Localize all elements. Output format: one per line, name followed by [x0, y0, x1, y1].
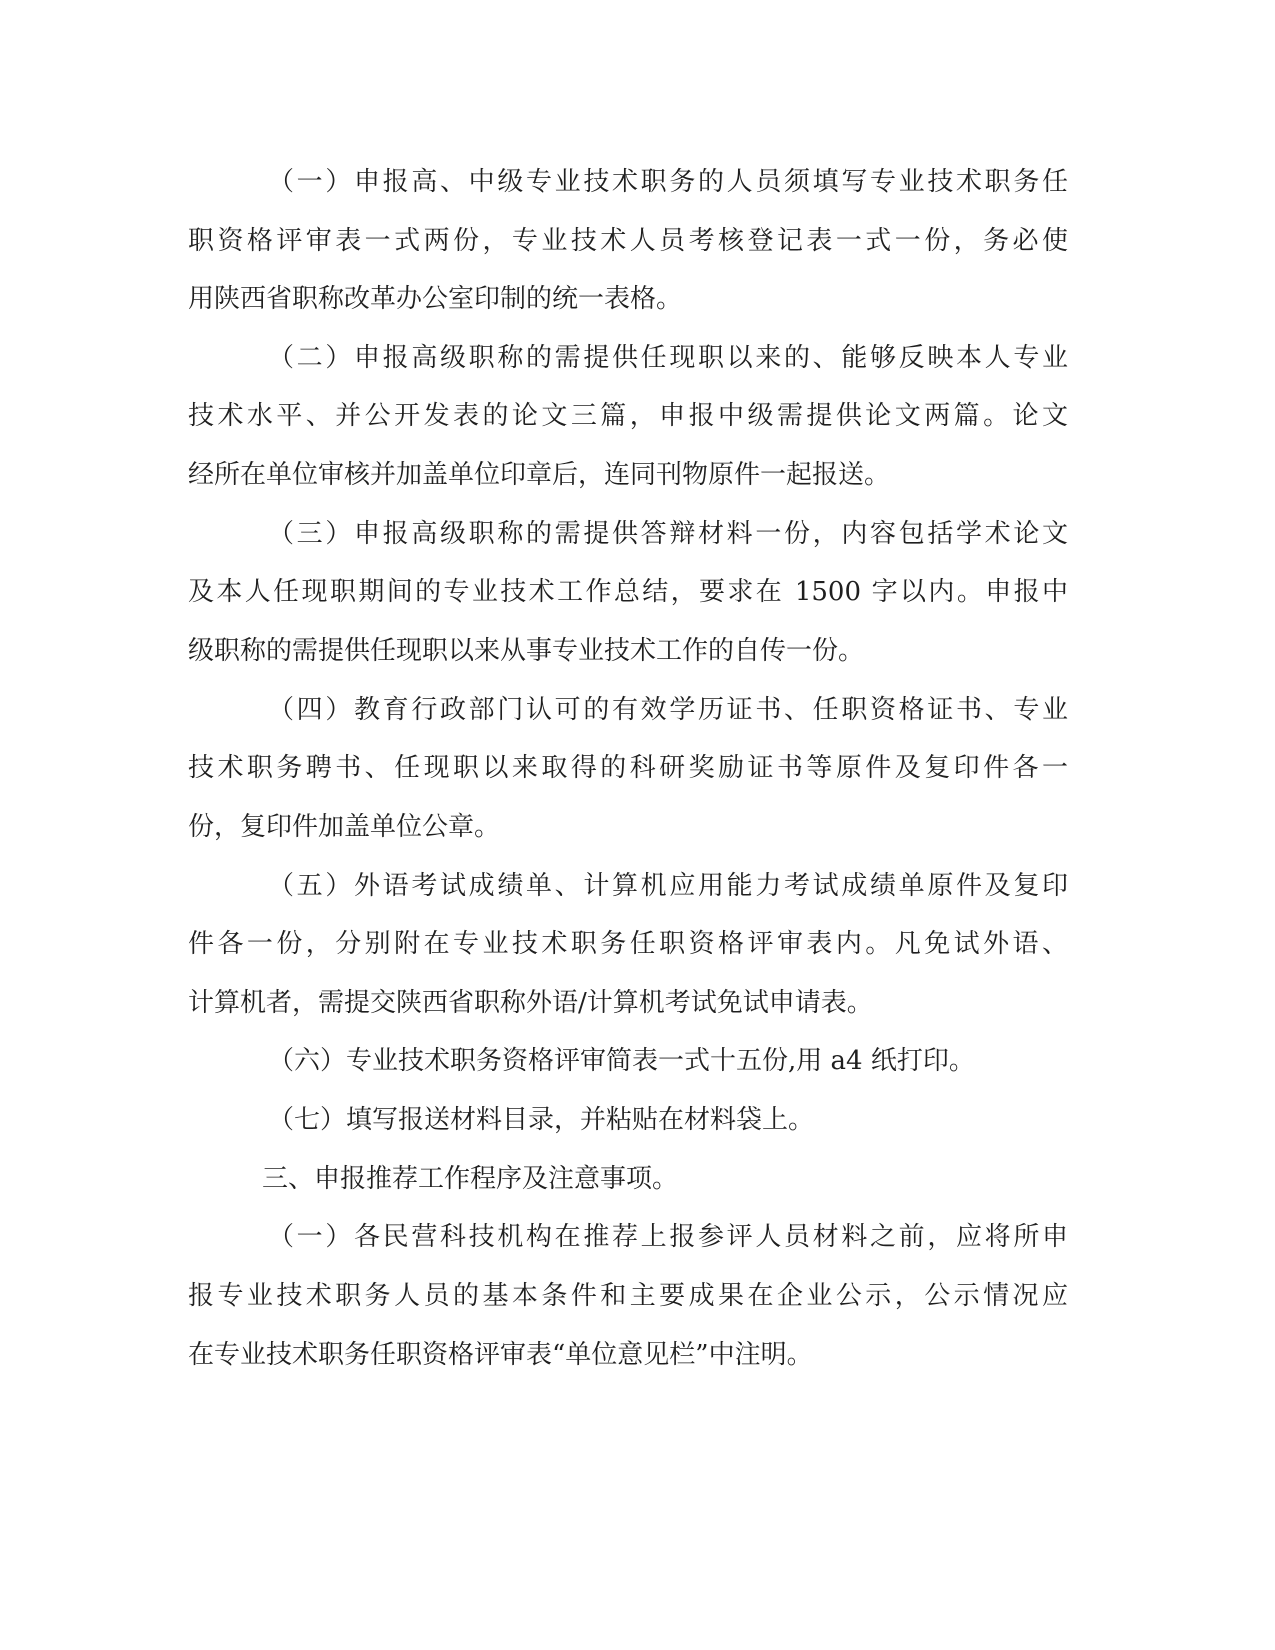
- paragraph-5-line-1: （五）外语考试成绩单、计算机应用能力考试成绩单原件及复印: [268, 871, 1068, 901]
- paragraph-8-line-3: 在专业技术职务任职资格评审表“单位意见栏”中注明。: [188, 1340, 813, 1370]
- paragraph-2-line-3: 经所在单位审核并加盖单位印章后，连同刊物原件一起报送。: [188, 460, 891, 490]
- paragraph-2-line-2: 技术水平、并公开发表的论文三篇，申报中级需提供论文两篇。论文: [188, 401, 1068, 431]
- paragraph-4-line-2: 技术职务聘书、任现职以来取得的科研奖励证书等原件及复印件各一: [188, 753, 1068, 783]
- paragraph-6: （六）专业技术职务资格评审简表一式十五份,用 a4 纸打印。: [268, 1046, 975, 1076]
- paragraph-1-line-1: （一）申报高、中级专业技术职务的人员须填写专业技术职务任: [268, 167, 1068, 197]
- paragraph-7: （七）填写报送材料目录，并粘贴在材料袋上。: [268, 1105, 815, 1135]
- paragraph-2-line-1: （二）申报高级职称的需提供任现职以来的、能够反映本人专业: [268, 343, 1068, 373]
- paragraph-1-line-3: 用陕西省职称改革办公室印制的统一表格。: [188, 284, 683, 314]
- paragraph-8-line-1: （一）各民营科技机构在推荐上报参评人员材料之前，应将所申: [268, 1222, 1068, 1252]
- paragraph-4-line-1: （四）教育行政部门认可的有效学历证书、任职资格证书、专业: [268, 695, 1068, 725]
- paragraph-1-line-2: 职资格评审表一式两份，专业技术人员考核登记表一式一份，务必使: [188, 226, 1068, 256]
- paragraph-5-line-2: 件各一份，分别附在专业技术职务任职资格评审表内。凡免试外语、: [188, 929, 1068, 959]
- paragraph-4-line-3: 份，复印件加盖单位公章。: [188, 812, 501, 842]
- paragraph-3-line-2: 及本人任现职期间的专业技术工作总结，要求在 1500 字以内。申报中: [188, 577, 1068, 607]
- paragraph-5-line-3: 计算机者，需提交陕西省职称外语/计算机考试免试申请表。: [188, 988, 873, 1018]
- paragraph-3-line-3: 级职称的需提供任现职以来从事专业技术工作的自传一份。: [188, 636, 865, 666]
- paragraph-8-line-2: 报专业技术职务人员的基本条件和主要成果在企业公示，公示情况应: [188, 1281, 1068, 1311]
- paragraph-3-line-1: （三）申报高级职称的需提供答辩材料一份，内容包括学术论文: [268, 519, 1068, 549]
- section-heading-3: 三、申报推荐工作程序及注意事项。: [262, 1164, 679, 1194]
